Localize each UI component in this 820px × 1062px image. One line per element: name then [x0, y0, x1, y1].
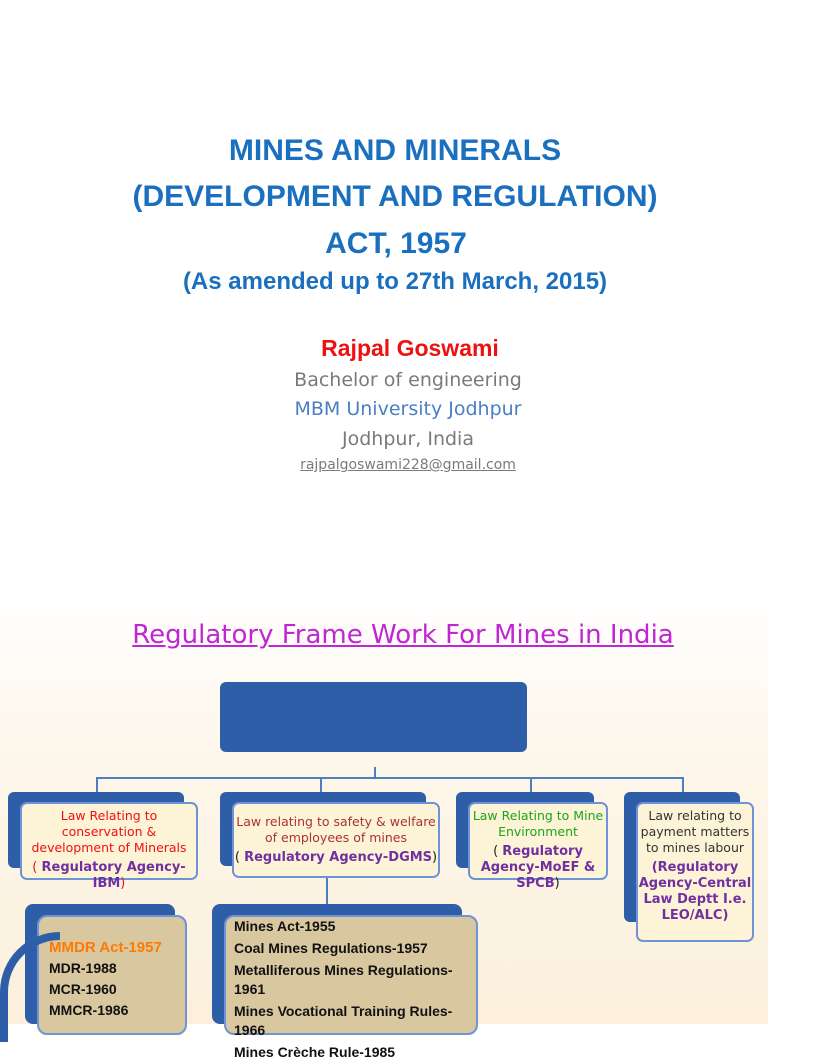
category-heading: Law Relating to Mine Environment: [472, 808, 604, 839]
category-heading: Law Relating to conservation & development of Minerals: [31, 808, 187, 855]
root-shadow: [220, 682, 527, 752]
category-agency: Regulatory Agency-IBM: [41, 860, 186, 891]
list-item: MMDR Act-1957: [49, 939, 162, 956]
title-line-1: MINES AND MINERALS: [228, 134, 562, 167]
list-item: MDR-1988: [49, 960, 117, 976]
category-heading: Law relating to payment matters to mines labour: [640, 808, 750, 855]
category-agency: Regulatory Agency-MoEF & SPCB: [480, 844, 596, 891]
category-dgms: Law relating to safety & welfare of employees of mines ( Regulatory Agency-DGMS): [232, 802, 440, 878]
list-item: Coal Mines Regulations-1957: [234, 940, 428, 956]
category-agency: (Regulatory Agency-Central Law Deptt I.e. LEO/ALC): [638, 860, 752, 923]
category-labour: [636, 802, 754, 942]
email-link[interactable]: rajpalgoswami228@gmail.com: [300, 457, 516, 473]
list-item: Metalliferous Mines Regulations-1961: [234, 962, 453, 997]
subtitle: (As amended up to 27th March, 2015): [182, 268, 608, 295]
connector-c2: [320, 777, 322, 793]
location: Jodhpur, India: [342, 428, 474, 450]
connector-c4: [682, 777, 684, 793]
list-item: Mines Act-1955: [234, 918, 336, 934]
title-line-3: ACT, 1957: [325, 227, 467, 260]
framework-title[interactable]: Regulatory Frame Work For Mines in India: [132, 620, 674, 650]
list-dgms-acts: [224, 915, 478, 1060]
category-heading: Law relating to safety & welfare of employees of mines: [236, 814, 436, 845]
list-item: MCR-1960: [49, 981, 117, 997]
category-ibm: Law Relating to conservation & development of Minerals ( Regulatory Agency-IBM): [20, 802, 198, 880]
category-environment: Law Relating to Mine Environment ( Regulatory Agency-MoEF & SPCB): [468, 802, 608, 880]
category-agency: Regulatory Agency-DGMS: [244, 850, 433, 865]
author-name: Rajpal Goswami: [321, 335, 499, 361]
list-item: Mines Crèche Rule-1985: [234, 1044, 396, 1060]
university: MBM University Jodhpur: [294, 398, 522, 420]
degree: Bachelor of engineering: [294, 369, 522, 391]
list-item: Mines Vocational Training Rules-1966: [234, 1003, 453, 1038]
list-item: MMCR-1986: [49, 1002, 129, 1018]
connector-c1: [96, 777, 98, 793]
title-line-2: (DEVELOPMENT AND REGULATION): [132, 180, 658, 213]
connector-bus: [96, 777, 684, 779]
connector-c3: [530, 777, 532, 793]
